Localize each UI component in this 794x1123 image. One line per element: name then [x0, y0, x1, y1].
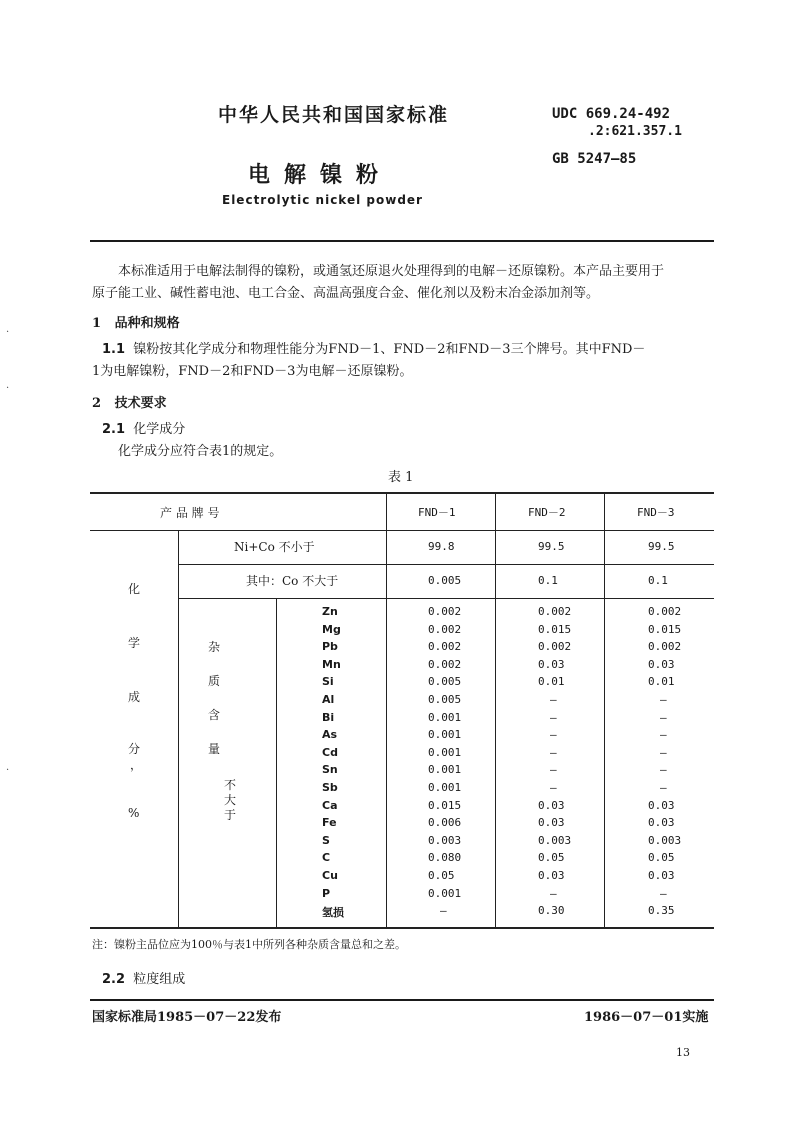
impurity-value: 0.05 — [538, 851, 565, 864]
impurity-value: — — [660, 746, 667, 759]
grade-header-3: FND－3 — [637, 506, 675, 519]
table-vline-side — [178, 531, 179, 927]
scan-mark: · — [6, 327, 10, 338]
header-rule — [90, 240, 714, 242]
table-caption: 表 1 — [388, 470, 414, 485]
section-2-1-number: 2.1 — [102, 422, 126, 437]
impurity-value: 0.015 — [538, 623, 572, 636]
footer-rule — [90, 999, 714, 1001]
impurity-value: — — [550, 728, 557, 741]
impurity-element: Ca — [322, 799, 338, 812]
section-1-1-text-1: 镍粉按其化学成分和物理性能分为FND－1、FND－2和FND－3三个牌号。其中FND－ — [133, 342, 646, 357]
impurity-value: 0.03 — [538, 658, 565, 671]
impurity-element: Sb — [322, 781, 338, 794]
impurity-value: 0.005 — [428, 693, 462, 706]
impurity-label-char: 杂 — [208, 640, 221, 654]
table-vline-2 — [495, 494, 496, 927]
impurity-element: S — [322, 834, 330, 847]
impurity-limit-char: 不 — [224, 778, 237, 792]
side-label-char: 化 — [128, 582, 141, 596]
impurity-value: 0.003 — [538, 834, 572, 847]
table-header-rule — [90, 530, 714, 531]
impurity-value: — — [550, 763, 557, 776]
impurity-value: — — [660, 763, 667, 776]
impurity-value: 0.03 — [648, 799, 675, 812]
impurity-value: 0.001 — [428, 781, 462, 794]
nico-value-2: 99.5 — [538, 540, 565, 553]
document-title-english: Electrolytic nickel powder — [222, 193, 423, 207]
impurity-value: 0.002 — [428, 605, 462, 618]
co-label: 其中：Co 不大于 — [246, 574, 339, 588]
co-value-2: 0.1 — [538, 574, 558, 587]
table-header-label: 产 品 牌 号 — [160, 506, 220, 520]
co-value-1: 0.005 — [428, 574, 462, 587]
section-1-1-line-2: 1为电解镍粉，FND－2和FND－3为电解－还原镍粉。 — [92, 364, 413, 379]
impurity-value: 0.015 — [428, 799, 462, 812]
section-2-1-heading — [102, 419, 185, 441]
scan-mark: · — [6, 383, 10, 394]
impurity-element: Zn — [322, 605, 338, 618]
document-title: 电解镍粉 — [248, 162, 393, 188]
grade-header-1: FND－1 — [418, 506, 456, 519]
nico-value-3: 99.5 — [648, 540, 675, 553]
side-label-char: 成 — [128, 690, 141, 704]
impurity-value: 0.35 — [648, 904, 675, 917]
impurity-value: 0.002 — [538, 605, 572, 618]
section-2-title: 技术要求 — [114, 396, 167, 411]
udc-line-1: UDC 669.24-492 — [552, 106, 671, 122]
impurity-value: 0.006 — [428, 816, 462, 829]
impurity-value: 0.03 — [648, 658, 675, 671]
impurity-value: 0.30 — [538, 904, 565, 917]
impurity-element: Bi — [322, 711, 335, 724]
impurity-value: 0.002 — [648, 640, 682, 653]
impurity-value: 0.002 — [428, 623, 462, 636]
impurity-value: 0.001 — [428, 763, 462, 776]
impurity-value: 0.05 — [428, 869, 455, 882]
impurity-element: As — [322, 728, 338, 741]
table-bottom-rule — [90, 927, 714, 929]
impurity-value: 0.003 — [428, 834, 462, 847]
impurity-element: Mg — [322, 623, 341, 636]
impurity-element: 氢损 — [322, 906, 344, 919]
section-2-2-heading — [102, 969, 185, 991]
impurity-value: — — [660, 887, 667, 900]
impurity-value: — — [660, 781, 667, 794]
impurity-value: — — [660, 693, 667, 706]
side-label-char: 分 — [128, 742, 141, 756]
co-value-3: 0.1 — [648, 574, 668, 587]
impurity-value: — — [550, 711, 557, 724]
impurity-element: Cd — [322, 746, 338, 759]
section-1-heading — [92, 312, 180, 331]
impurity-value: — — [550, 887, 557, 900]
side-label-char: 学 — [128, 636, 141, 650]
impurity-value: 0.03 — [648, 869, 675, 882]
scan-mark: · — [6, 765, 10, 776]
impurity-value: 0.001 — [428, 728, 462, 741]
section-2-heading — [92, 392, 167, 411]
intro-line-1: 本标准适用于电解法制得的镍粉，或通氢还原退火处理得到的电解－还原镍粉。本产品主要用于 — [118, 264, 665, 279]
impurity-element: Sn — [322, 763, 338, 776]
impurity-element: Pb — [322, 640, 338, 653]
impurity-value: 0.003 — [648, 834, 682, 847]
table-vline-1 — [386, 494, 387, 927]
impurity-label-char: 质 — [208, 674, 221, 688]
impurity-value: 0.002 — [538, 640, 572, 653]
issue-date: 国家标准局1985－07－22发布 — [92, 1010, 282, 1025]
impurity-value: — — [550, 693, 557, 706]
impurity-element: Al — [322, 693, 335, 706]
section-1-title: 品种和规格 — [114, 316, 180, 331]
impurity-value: — — [550, 781, 557, 794]
impurity-limit-char: 于 — [224, 808, 237, 822]
impurity-value: 0.01 — [538, 675, 565, 688]
impurity-value: 0.001 — [428, 711, 462, 724]
table-co-rule — [178, 598, 714, 599]
section-2-2-title: 粒度组成 — [133, 972, 186, 987]
section-1-number: 1 — [92, 316, 102, 331]
impurity-element: Si — [322, 675, 334, 688]
section-1-1-line-1 — [102, 339, 645, 361]
table-vline-3 — [604, 494, 605, 927]
section-2-number: 2 — [92, 396, 102, 411]
impurity-element: P — [322, 887, 331, 900]
impurity-element: Fe — [322, 816, 337, 829]
impurity-value: 0.03 — [538, 816, 565, 829]
side-label-char: % — [128, 806, 140, 820]
nico-value-1: 99.8 — [428, 540, 455, 553]
standard-title: 中华人民共和国国家标准 — [218, 104, 450, 126]
impurity-element: Mn — [322, 658, 341, 671]
impurity-value: 0.03 — [538, 869, 565, 882]
impurity-label-char: 量 — [208, 742, 221, 756]
impurity-value: 0.080 — [428, 851, 462, 864]
udc-line-2: .2:621.357.1 — [588, 124, 682, 139]
impurity-value: 0.05 — [648, 851, 675, 864]
impurity-value: 0.015 — [648, 623, 682, 636]
table-note: 注：镍粉主品位应为100％与表1中所列各种杂质含量总和之差。 — [92, 938, 406, 951]
impurity-value: 0.03 — [538, 799, 565, 812]
page-number: 13 — [676, 1046, 690, 1059]
side-label-char: ， — [130, 758, 143, 772]
grade-header-2: FND－2 — [528, 506, 566, 519]
impurity-value: 0.002 — [648, 605, 682, 618]
impurity-value: 0.001 — [428, 887, 462, 900]
impurity-limit-char: 大 — [224, 793, 237, 807]
effective-date: 1986－07－01实施 — [584, 1010, 709, 1025]
impurity-element: Cu — [322, 869, 338, 882]
impurity-value: — — [660, 711, 667, 724]
impurity-label-char: 含 — [208, 708, 221, 722]
impurity-value: 0.005 — [428, 675, 462, 688]
nico-label: Ni+Co 不小于 — [234, 540, 315, 554]
table-vline-impurity — [276, 599, 277, 927]
table-nico-rule — [178, 564, 714, 565]
section-1-1-number: 1.1 — [102, 342, 126, 357]
gb-number: GB 5247—85 — [552, 151, 637, 167]
impurity-value: — — [660, 728, 667, 741]
impurity-value: 0.01 — [648, 675, 675, 688]
impurity-value: 0.002 — [428, 658, 462, 671]
impurity-value: 0.002 — [428, 640, 462, 653]
impurity-value: — — [440, 904, 447, 917]
section-2-1-title: 化学成分 — [133, 422, 186, 437]
section-2-2-number: 2.2 — [102, 972, 126, 987]
section-2-1-text: 化学成分应符合表1的规定。 — [118, 444, 283, 459]
impurity-value: — — [550, 746, 557, 759]
impurity-value: 0.001 — [428, 746, 462, 759]
impurity-value: 0.03 — [648, 816, 675, 829]
intro-line-2: 原子能工业、碱性蓄电池、电工合金、高温高强度合金、催化剂以及粉末冶金添加剂等。 — [92, 286, 600, 301]
impurity-element: C — [322, 851, 331, 864]
table-top-rule — [90, 492, 714, 494]
